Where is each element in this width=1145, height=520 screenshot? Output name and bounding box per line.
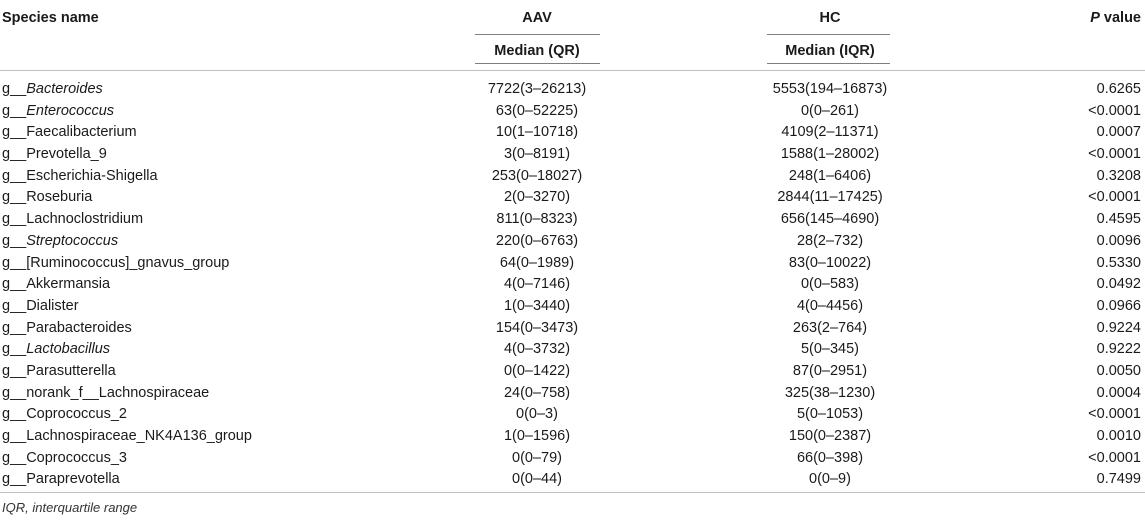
hc-median-cell: 4109(2–11371) bbox=[781, 124, 879, 141]
hc-median-cell: 0(0–9) bbox=[809, 471, 851, 488]
genus-name: Coprococcus_2 bbox=[26, 406, 127, 423]
aav-median-cell: 7722(3–26213) bbox=[487, 81, 587, 97]
table-footnote: IQR, interquartile range bbox=[2, 500, 138, 515]
aav-median-cell: 0(0–3) bbox=[516, 406, 558, 423]
species-name-cell bbox=[2, 383, 209, 405]
species-name-cell bbox=[2, 166, 158, 188]
aav-median-cell: 253(0–18027) bbox=[491, 167, 583, 184]
hc-median-cell: 5(0–345) bbox=[800, 341, 860, 358]
aav-median-cell: 0(0–44) bbox=[512, 471, 562, 488]
p-value-cell: <0.0001 bbox=[1088, 449, 1141, 466]
genus-name: Faecalibacterium bbox=[26, 124, 137, 141]
table-row bbox=[0, 426, 1145, 448]
hc-median-cell: 66(0–398) bbox=[796, 449, 864, 466]
hc-median-cell: 5(0–1053) bbox=[796, 406, 864, 423]
aav-median-cell: 10(1–10718) bbox=[495, 124, 579, 141]
aav-median-cell: 1(0–3440) bbox=[503, 297, 571, 314]
genus-prefix: g__ bbox=[2, 276, 27, 293]
genus-name: Parabacteroides bbox=[26, 319, 132, 336]
hc-median-cell: 83(0–10022) bbox=[788, 254, 872, 271]
genus-prefix: g__ bbox=[2, 449, 27, 466]
aav-median-cell: 154(0–3473) bbox=[495, 319, 579, 336]
genus-prefix: g__ bbox=[2, 384, 27, 401]
genus-name: Streptococcus bbox=[26, 232, 119, 249]
genus-prefix: g__ bbox=[2, 362, 27, 379]
aav-median-cell: 4(0–3732) bbox=[503, 341, 571, 358]
footer-rule bbox=[0, 492, 1145, 493]
table-row bbox=[0, 122, 1145, 144]
hc-median-cell: 5553(194–16873) bbox=[772, 81, 888, 97]
genus-prefix: g__ bbox=[2, 428, 27, 444]
aav-subheader-rule bbox=[475, 63, 600, 64]
table-row bbox=[0, 339, 1145, 361]
p-value-cell: 0.0010 bbox=[1096, 428, 1141, 444]
table-row bbox=[0, 144, 1145, 166]
species-name-cell bbox=[2, 426, 252, 448]
species-name-cell bbox=[2, 404, 127, 426]
genus-name: Coprococcus_3 bbox=[26, 449, 127, 466]
aav-median-cell: 64(0–1989) bbox=[499, 254, 575, 271]
genus-name: [Ruminococcus]_gnavus_group bbox=[26, 254, 230, 271]
hc-median-cell: 263(2–764) bbox=[792, 319, 868, 336]
p-value-cell: 0.0050 bbox=[1096, 362, 1141, 379]
aav-median-header: Median (QR) bbox=[494, 43, 580, 59]
p-value-cell: 0.3208 bbox=[1096, 167, 1141, 184]
table-row bbox=[0, 79, 1145, 101]
table-row bbox=[0, 274, 1145, 296]
hc-median-cell: 2844(11–17425) bbox=[777, 189, 883, 206]
hc-group-header: HC bbox=[819, 10, 841, 26]
table-row bbox=[0, 209, 1145, 231]
aav-group-header: AAV bbox=[522, 10, 552, 26]
table-row bbox=[0, 361, 1145, 383]
table-row bbox=[0, 101, 1145, 123]
hc-subheader-rule bbox=[767, 63, 890, 64]
p-value-cell: <0.0001 bbox=[1088, 189, 1141, 206]
genus-prefix: g__ bbox=[2, 471, 27, 488]
species-name-cell bbox=[2, 209, 143, 231]
aav-median-cell: 1(0–1596) bbox=[503, 428, 571, 444]
p-value-cell: 0.9224 bbox=[1096, 319, 1141, 336]
p-value-cell: <0.0001 bbox=[1088, 102, 1141, 119]
genus-name: Akkermansia bbox=[26, 276, 111, 293]
species-name-cell bbox=[2, 448, 127, 470]
genus-prefix: g__ bbox=[2, 211, 27, 228]
p-value-header bbox=[1090, 10, 1141, 26]
aav-median-cell: 63(0–52225) bbox=[495, 102, 579, 119]
genus-prefix: g__ bbox=[2, 146, 27, 163]
aav-header-rule bbox=[475, 34, 600, 35]
genus-name: Parasutterella bbox=[26, 362, 116, 379]
hc-median-cell: 150(0–2387) bbox=[788, 428, 872, 444]
p-value-cell: 0.0096 bbox=[1096, 232, 1141, 249]
genus-prefix: g__ bbox=[2, 124, 27, 141]
hc-median-cell: 656(145–4690) bbox=[780, 211, 880, 228]
genus-name: Roseburia bbox=[26, 189, 93, 206]
hc-median-cell: 325(38–1230) bbox=[784, 384, 876, 401]
genus-name: Prevotella_9 bbox=[26, 146, 107, 163]
table-row bbox=[0, 187, 1145, 209]
p-value-cell: <0.0001 bbox=[1088, 146, 1141, 163]
p-value-cell: 0.0007 bbox=[1096, 124, 1141, 141]
p-value-cell: 0.9222 bbox=[1096, 341, 1141, 358]
hc-median-cell: 4(0–4456) bbox=[796, 297, 864, 314]
genus-prefix: g__ bbox=[2, 406, 27, 423]
genus-prefix: g__ bbox=[2, 81, 27, 97]
aav-median-cell: 811(0–8323) bbox=[496, 211, 578, 228]
genus-prefix: g__ bbox=[2, 341, 27, 358]
hc-median-cell: 0(0–583) bbox=[800, 276, 860, 293]
table-row bbox=[0, 469, 1145, 491]
genus-prefix: g__ bbox=[2, 254, 27, 271]
p-value-cell: 0.5330 bbox=[1096, 254, 1141, 271]
genus-name: Paraprevotella bbox=[26, 471, 120, 488]
species-name-cell bbox=[2, 361, 116, 383]
genus-name: Dialister bbox=[26, 297, 79, 314]
genus-name: Lachnoclostridium bbox=[26, 211, 144, 228]
genus-prefix: g__ bbox=[2, 297, 27, 314]
table-row bbox=[0, 318, 1145, 340]
p-value-cell: <0.0001 bbox=[1088, 406, 1141, 423]
species-name-cell bbox=[2, 296, 79, 318]
p-value-cell: 0.7499 bbox=[1096, 471, 1141, 488]
aav-median-cell: 220(0–6763) bbox=[495, 232, 579, 249]
species-name-cell bbox=[2, 231, 118, 253]
hc-median-cell: 0(0–261) bbox=[800, 102, 860, 119]
genus-name: Lachnospiraceae_NK4A136_group bbox=[26, 428, 252, 444]
species-name-cell bbox=[2, 469, 120, 491]
genus-prefix: g__ bbox=[2, 102, 27, 119]
genus-prefix: g__ bbox=[2, 167, 27, 184]
species-name-cell bbox=[2, 339, 110, 361]
p-italic: P bbox=[1090, 10, 1100, 26]
table-row bbox=[0, 296, 1145, 318]
p-value-cell: 0.4595 bbox=[1096, 211, 1141, 228]
p-value-word: value bbox=[1099, 10, 1141, 26]
table-row bbox=[0, 166, 1145, 188]
table-row bbox=[0, 404, 1145, 426]
table-row bbox=[0, 231, 1145, 253]
hc-median-cell: 1588(1–28002) bbox=[780, 146, 880, 163]
genus-prefix: g__ bbox=[2, 189, 27, 206]
aav-median-cell: 0(0–1422) bbox=[503, 362, 571, 379]
hc-median-cell: 87(0–2951) bbox=[792, 362, 868, 379]
table-row bbox=[0, 448, 1145, 470]
p-value-cell: 0.6265 bbox=[1096, 81, 1141, 97]
genus-name: Escherichia-Shigella bbox=[26, 167, 158, 184]
p-value-cell: 0.0492 bbox=[1096, 276, 1141, 293]
species-name-cell bbox=[2, 101, 114, 123]
table-body bbox=[0, 79, 1145, 491]
hc-median-cell: 28(2–732) bbox=[796, 232, 864, 249]
species-name-cell bbox=[2, 122, 137, 144]
aav-median-cell: 0(0–79) bbox=[512, 449, 562, 466]
hc-median-header: Median (IQR) bbox=[785, 43, 875, 59]
species-name-header: Species name bbox=[2, 10, 99, 26]
genus-name: Enterococcus bbox=[26, 102, 115, 119]
genus-name: Lactobacillus bbox=[26, 341, 111, 358]
genus-prefix: g__ bbox=[2, 232, 27, 249]
species-name-cell bbox=[2, 144, 107, 166]
hc-median-cell: 248(1–6406) bbox=[788, 167, 872, 184]
species-name-cell bbox=[2, 274, 110, 296]
hc-header-rule bbox=[767, 34, 890, 35]
aav-median-cell: 2(0–3270) bbox=[503, 189, 571, 206]
genus-prefix: g__ bbox=[2, 319, 27, 336]
aav-median-cell: 24(0–758) bbox=[503, 384, 571, 401]
table-row bbox=[0, 253, 1145, 275]
p-value-cell: 0.0004 bbox=[1096, 384, 1141, 401]
table-header bbox=[0, 0, 1145, 71]
species-name-cell bbox=[2, 318, 132, 340]
genus-name: norank_f__Lachnospiraceae bbox=[26, 384, 210, 401]
p-value-cell: 0.0966 bbox=[1096, 297, 1141, 314]
table-row bbox=[0, 383, 1145, 405]
genus-name: Bacteroides bbox=[26, 81, 103, 97]
species-name-cell bbox=[2, 79, 103, 101]
aav-median-cell: 4(0–7146) bbox=[503, 276, 571, 293]
species-name-cell bbox=[2, 253, 229, 275]
species-name-cell bbox=[2, 187, 92, 209]
aav-median-cell: 3(0–8191) bbox=[503, 146, 571, 163]
